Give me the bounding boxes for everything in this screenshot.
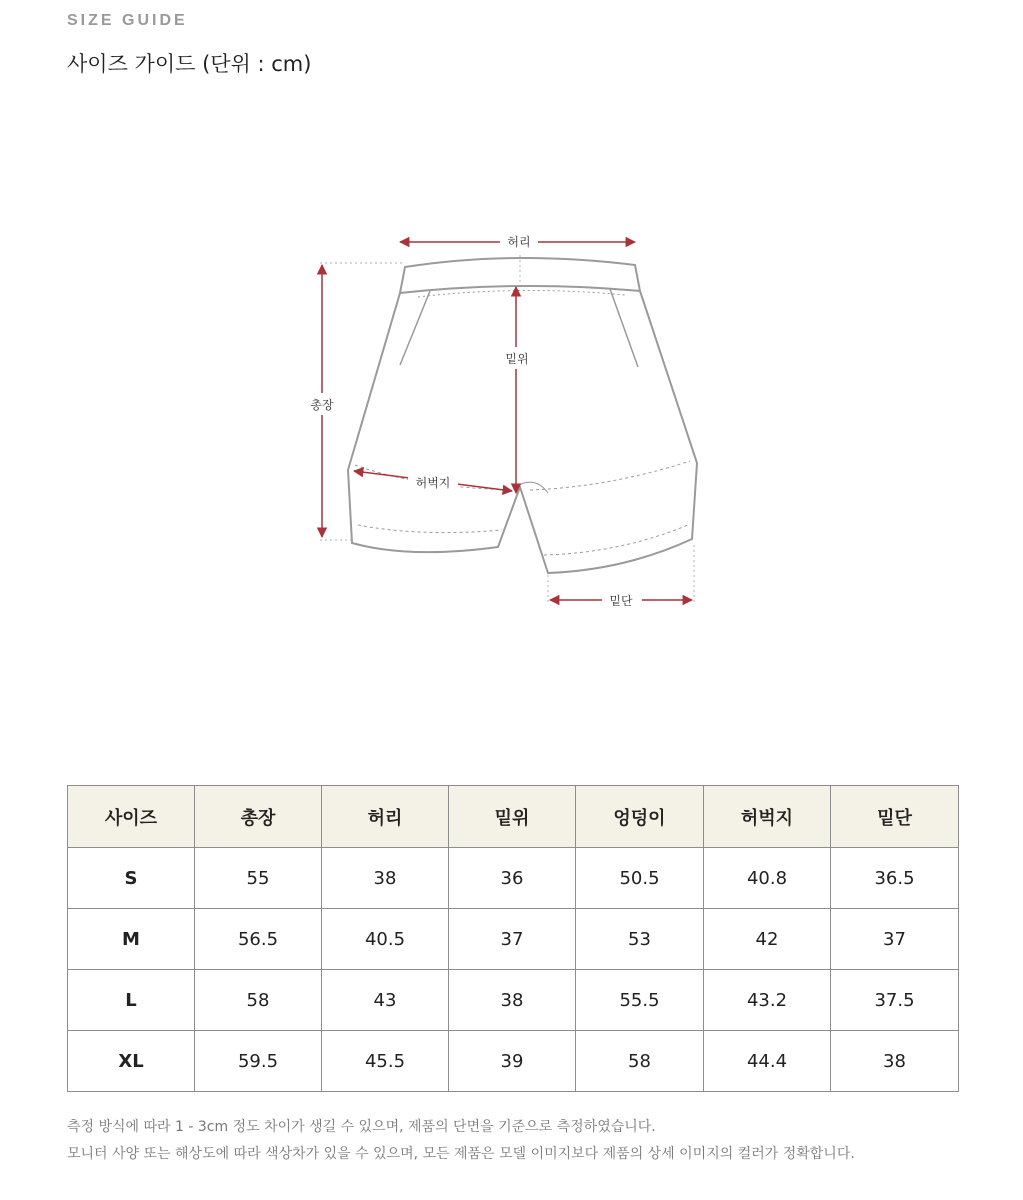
table-cell: 55 — [195, 848, 322, 909]
header-thigh: 허벅지 — [704, 786, 831, 848]
page-title: 사이즈 가이드 (단위 : cm) — [67, 52, 312, 76]
table-cell: 40.5 — [322, 909, 449, 970]
header-size: 사이즈 — [68, 786, 195, 848]
note-color: 모니터 사양 또는 해상도에 따라 색상차가 있을 수 있으며, 모든 제품은 모델 이미지보다 제품의 상세 이미지의 컬러가 정확합니다. — [67, 1146, 855, 1162]
hem-label: 밑단 — [609, 594, 633, 608]
table-cell: 45.5 — [322, 1031, 449, 1092]
table-cell: 44.4 — [704, 1031, 831, 1092]
header-rise: 밑위 — [449, 786, 576, 848]
section-eyebrow: SIZE GUIDE — [67, 12, 188, 29]
size-table — [67, 785, 959, 1092]
size-cell: M — [68, 909, 195, 970]
rise-label: 밑위 — [505, 352, 529, 366]
table-cell: 40.8 — [704, 848, 831, 909]
table-cell: 38 — [449, 970, 576, 1031]
size-cell: L — [68, 970, 195, 1031]
table-cell: 38 — [831, 1031, 959, 1092]
measurement-guides — [320, 255, 694, 603]
header-hem: 밑단 — [831, 786, 959, 848]
table-cell: 37 — [449, 909, 576, 970]
table-cell: 55.5 — [576, 970, 704, 1031]
table-cell: 50.5 — [576, 848, 704, 909]
table-cell: 42 — [704, 909, 831, 970]
table-cell: 39 — [449, 1031, 576, 1092]
waist-label: 허리 — [507, 235, 531, 249]
table-cell: 38 — [322, 848, 449, 909]
table-cell: 56.5 — [195, 909, 322, 970]
shorts-outline — [348, 258, 697, 573]
table-cell: 58 — [576, 1031, 704, 1092]
table-row — [68, 1031, 959, 1092]
table-cell: 58 — [195, 970, 322, 1031]
note-measurement: 측정 방식에 따라 1 - 3cm 정도 차이가 생길 수 있으며, 제품의 단면을 기준으로 측정하였습니다. — [67, 1119, 656, 1135]
table-row — [68, 909, 959, 970]
measurement-notes — [67, 1114, 855, 1168]
size-cell: XL — [68, 1031, 195, 1092]
table-cell: 36.5 — [831, 848, 959, 909]
table-row — [68, 970, 959, 1031]
table-row — [68, 848, 959, 909]
table-cell: 43 — [322, 970, 449, 1031]
table-cell: 37.5 — [831, 970, 959, 1031]
header-length: 총장 — [195, 786, 322, 848]
header-hip: 엉덩이 — [576, 786, 704, 848]
length-label: 총장 — [310, 398, 334, 412]
table-cell: 36 — [449, 848, 576, 909]
table-header-row — [68, 786, 959, 848]
size-cell: S — [68, 848, 195, 909]
table-cell: 37 — [831, 909, 959, 970]
header-waist: 허리 — [322, 786, 449, 848]
shorts-measurement-diagram — [290, 225, 730, 625]
table-cell: 59.5 — [195, 1031, 322, 1092]
table-cell: 53 — [576, 909, 704, 970]
table-cell: 43.2 — [704, 970, 831, 1031]
thigh-label: 허벅지 — [415, 476, 451, 490]
